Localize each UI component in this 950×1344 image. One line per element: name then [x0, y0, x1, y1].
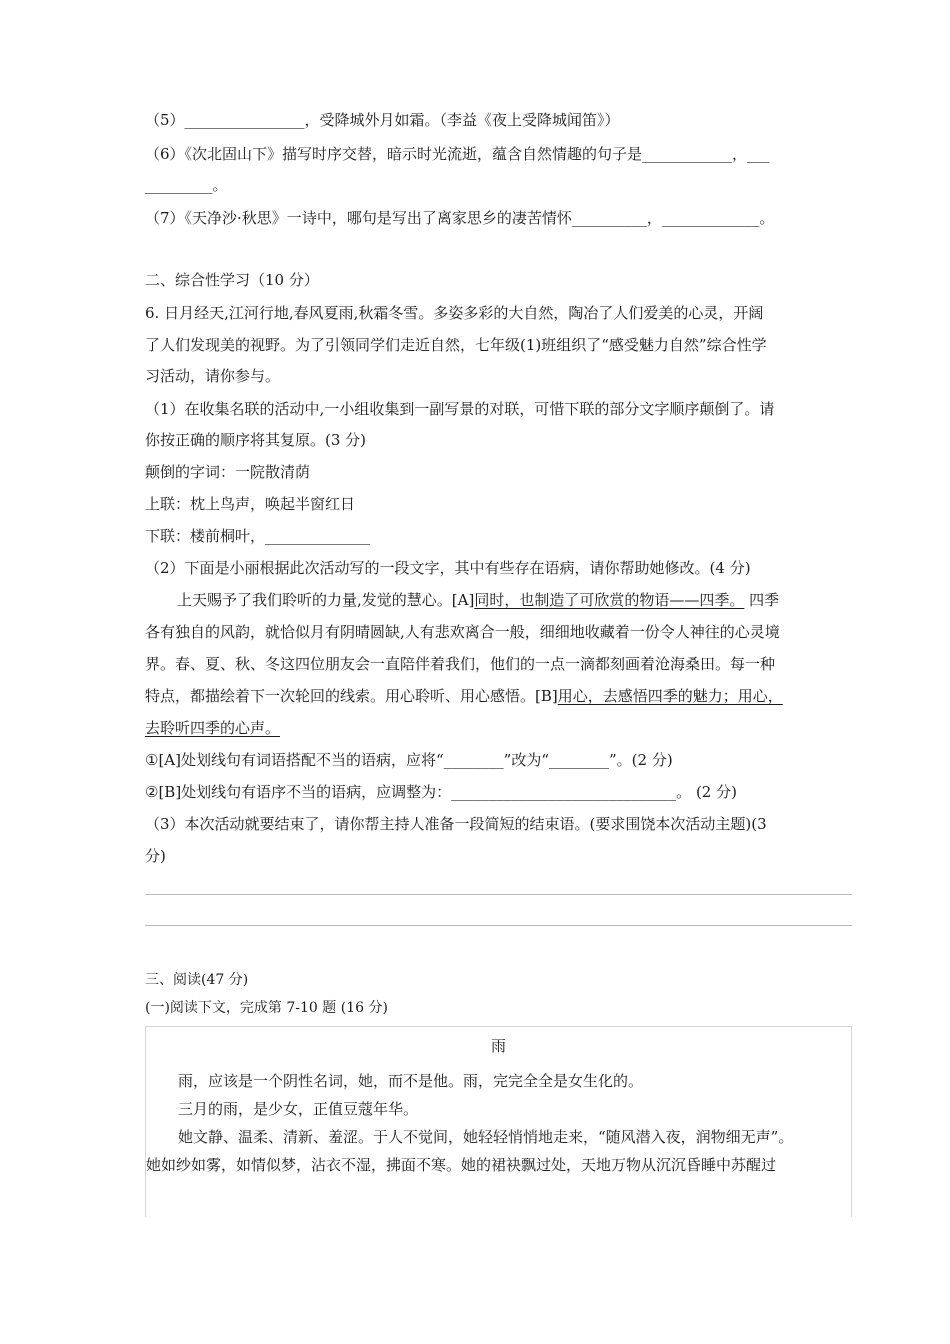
lower-couplet	[145, 526, 857, 546]
item-5	[145, 110, 857, 130]
passage-line-2: 各有独自的风韵，就恰似月有阴晴圆缺,人有悲欢离合一般，细细地收藏着一份令人神往的心灵境	[145, 623, 780, 641]
passage-line-4	[145, 686, 857, 706]
passage-l1-post: 四季	[744, 591, 780, 609]
item-6-line-1: （6）《次北固山下》描写时序交替，暗示时光流逝，蕴含自然情趣的句子是____________，___	[145, 145, 770, 163]
part-1-line-1: （1）在收集名联的活动中,一小组收集到一副写景的对联，可惜下联的部分文字顺序颠倒了。请	[145, 400, 775, 418]
q6-intro-line-2: 了人们发现美的视野。为了引领同学们走近自然，七年级(1)班组织了“感受魅力自然”综合性学	[145, 336, 767, 354]
passage-l4-pre: 特点，都描绘着下一次轮回的线索。用心聆听、用心感悟。[B]	[145, 687, 558, 705]
lower-couplet-prefix: 下联：楼前桐叶，	[145, 527, 266, 545]
article-paragraph-2: 三月的雨，是少女，正值豆蔻年华。	[178, 1100, 419, 1118]
part-3-line-1: （3）本次活动就要结束了，请你帮主持人准备一段简短的结束语。(要求围饶本次活动主题)(3	[145, 815, 767, 833]
section-3-sub-1: (一)阅读下文，完成第 7-10 题 (16 分)	[145, 1000, 388, 1016]
lower-couplet-blank[interactable]: ______________	[265, 527, 371, 545]
answer-line-2[interactable]	[145, 925, 852, 926]
item-5-blank[interactable]: ________________	[184, 111, 305, 129]
passage-line-1	[177, 590, 857, 610]
passage-underline-a: 同时，也制造了可欣赏的物语——四季。	[474, 591, 745, 609]
q6-intro-line-3: 习活动，请你参与。	[145, 367, 281, 385]
article-title: 雨	[490, 1037, 506, 1055]
passage-underline-b: 用心，去感悟四季的魅力；用心，	[557, 687, 783, 705]
passage-line-3: 界。春、夏、秋、冬这四位朋友会一直陪伴着我们，他们的一点一滴都刻画着沧海桑田。每一种	[145, 655, 776, 673]
section-3-heading: 三、阅读(47 分)	[145, 972, 249, 988]
article-box	[145, 1026, 852, 1217]
section-2-heading: 二、综合性学习（10 分）	[145, 271, 319, 289]
item-6-line-2[interactable]: _________。	[145, 176, 228, 194]
question-a[interactable]: ①[A]处划线句有词语搭配不当的语病，应将“________”改为“________”。(2 分)	[145, 751, 673, 769]
part-2-header: （2）下面是小丽根据此次活动写的一段文字，其中有些存在语病，请你帮助她修改。(4 分)	[145, 559, 751, 577]
reversed-words: 颠倒的字词：一院散清荫	[145, 463, 311, 481]
part-3-line-2: 分)	[145, 847, 166, 865]
question-b[interactable]: ②[B]处划线句有语序不当的语病，应调整为：______________________________。 (2 分)	[145, 783, 737, 801]
item-7: （7）《天净沙·秋思》一诗中，哪句是写出了离家思乡的凄苦情怀__________，_____________。	[145, 209, 775, 227]
part-1-line-2: 你按正确的顺序将其复原。(3 分)	[145, 431, 367, 449]
passage-l1-pre: 上天赐予了我们聆听的力量,发觉的慧心。[A]	[177, 591, 475, 609]
article-paragraph-1: 雨，应该是一个阴性名词，她，而不是他。雨，完完全全是女生化的。	[178, 1072, 644, 1090]
passage-underline-b-cont: 去聆听四季的心声。	[145, 719, 281, 737]
upper-couplet: 上联：枕上鸟声，唤起半窗红日	[145, 495, 356, 513]
item-5-text: ，受降城外月如霜。（李益《夜上受降城闻笛》）	[304, 111, 620, 129]
article-paragraph-3-line-1: 她文静、温柔、清新、羞涩。于人不觉间，她轻轻悄悄地走来，“随风潜入夜，润物细无声”。	[178, 1128, 794, 1146]
passage-line-5	[145, 718, 857, 738]
q6-intro-line-1: 6. 日月经天,江河行地,春风夏雨,秋霜冬雪。多姿多彩的大自然，陶冶了人们爱美的心灵，开阔	[145, 304, 764, 322]
article-paragraph-3-line-2: 她如纱如雾，如情似梦，沾衣不湿，拂面不寒。她的裙袂飘过处，天地万物从沉沉昏睡中苏醒过	[146, 1156, 777, 1174]
answer-line-1[interactable]	[145, 894, 852, 895]
item-5-prefix: （5）	[145, 111, 185, 129]
